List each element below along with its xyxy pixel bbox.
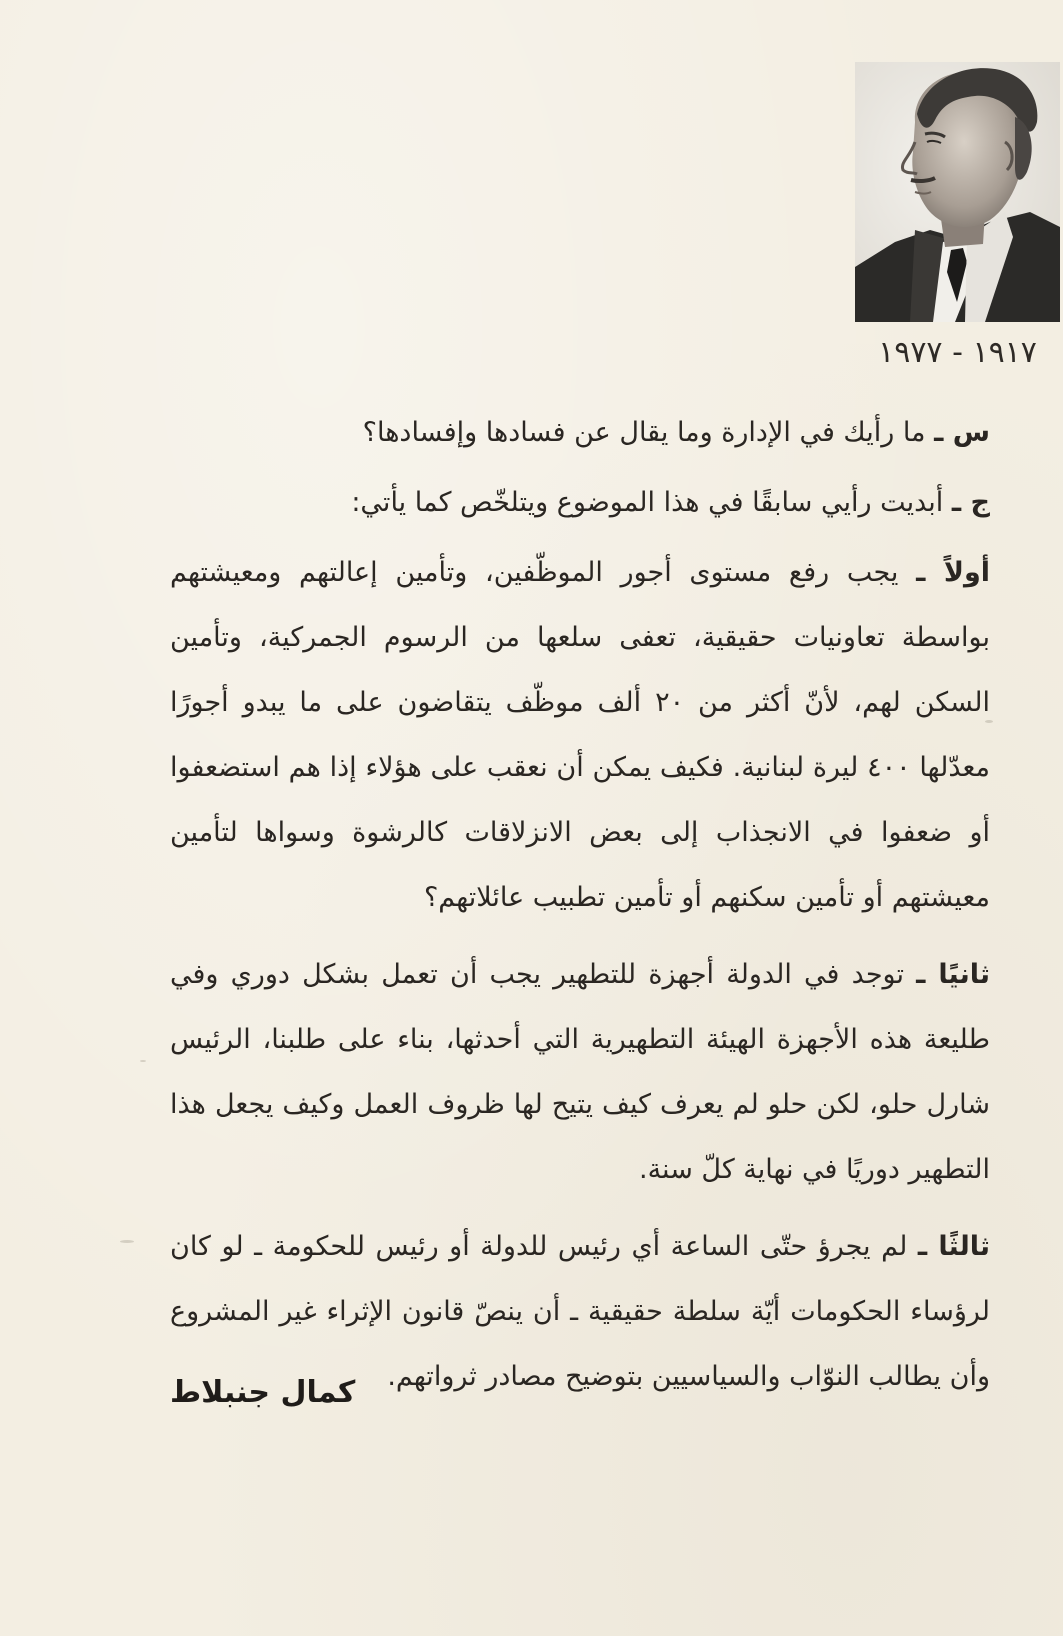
point-first xyxy=(170,540,990,930)
author-portrait-image xyxy=(855,62,1060,322)
interview-body xyxy=(170,400,990,1409)
paper-speck xyxy=(140,1060,146,1062)
point-second-lead: ثانيًا ـ xyxy=(916,959,990,990)
author-portrait xyxy=(855,62,1060,322)
author-life-years: ١٩١٧ - ١٩٧٧ xyxy=(878,335,1037,370)
point-first-lead: أولاً ـ xyxy=(916,557,990,588)
question-paragraph xyxy=(170,400,990,465)
point-second xyxy=(170,942,990,1202)
point-first-text: يجب رفع مستوى أجور الموظّفين، وتأمين إعالتهم ومعيشتهم بواسطة تعاونيات حقيقية، تعفى سلعها من الرسوم الجمركية، وتأمين السكن لهم، لأنّ أكثر من ٢٠ ألف موظّف يتقاضون على ما يبدو أجورًا معدّلها ٤٠٠ ليرة لبنانية. فكيف يمكن أن نعقب على هؤلاء إذا هم استضعفوا أو ضعفوا في الانجذاب إلى بعض الانزلاقات كالرشوة وسواها لتأمين معيشتهم أو تأمين سكنهم أو تأمين تطبيب عائلاتهم؟ xyxy=(170,557,990,913)
author-signature: كمال جنبلاط xyxy=(170,1375,356,1410)
question-marker: س ـ xyxy=(934,417,990,448)
paper-speck xyxy=(120,1240,134,1243)
question-text: ما رأيك في الإدارة وما يقال عن فسادها وإفسادها؟ xyxy=(362,417,926,448)
answer-marker: ج ـ xyxy=(951,487,990,518)
answer-text: أبديت رأيي سابقًا في هذا الموضوع ويتلخّص كما يأتي: xyxy=(351,487,944,518)
point-third-lead: ثالثًا ـ xyxy=(917,1231,990,1262)
point-second-text: توجد في الدولة أجهزة للتطهير يجب أن تعمل بشكل دوري وفي طليعة هذه الأجهزة الهيئة التطهيرية التي أحدثها، بناء على طلبنا، الرئيس شارل حلو، لكن حلو لم يعرف كيف يتيح لها ظروف العمل وكيف يجعل هذا التطهير دوريًا في نهاية كلّ سنة. xyxy=(170,959,990,1185)
point-third-text: لم يجرؤ حتّى الساعة أي رئيس للدولة أو رئيس للحكومة ـ لو كان لرؤساء الحكومات أيّة سلطة حقيقية ـ أن ينصّ قانون الإثراء غير المشروع وأن يطالب النوّاب والسياسيين بتوضيح مصادر ثرواتهم. xyxy=(170,1231,990,1392)
paper-speck xyxy=(985,720,993,723)
answer-paragraph xyxy=(170,470,990,535)
